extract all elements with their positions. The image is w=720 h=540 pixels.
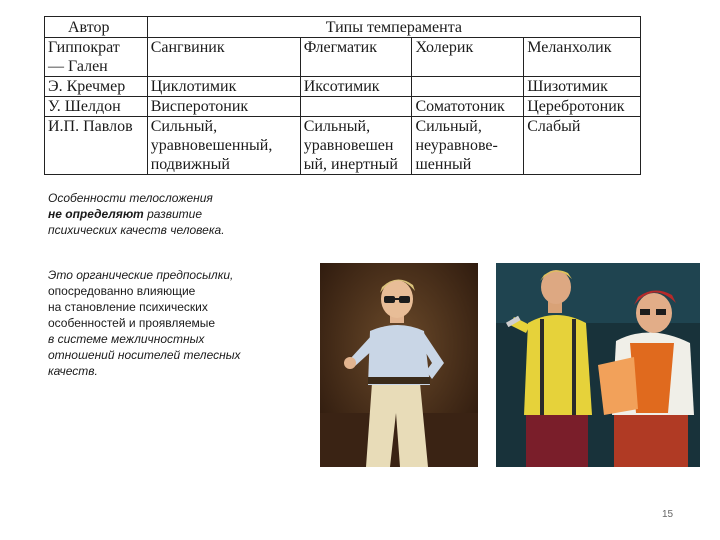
cell-line xyxy=(415,77,520,96)
text2-line: на становление психических xyxy=(48,300,208,314)
table-cell xyxy=(412,97,524,117)
cell-line: Сангвиник xyxy=(150,39,225,56)
table-row xyxy=(45,77,641,97)
text1-emphasis: не определяют xyxy=(48,207,144,221)
table-cell xyxy=(147,117,300,175)
table-cell xyxy=(524,117,641,175)
cell-line: Иксотимик xyxy=(303,78,380,95)
text1-line1: Особенности телосложения xyxy=(48,191,213,205)
table-header-row xyxy=(45,17,641,38)
text2-line: опосредованно влияющие xyxy=(48,284,196,298)
text2-line: в системе межличностных xyxy=(48,332,205,346)
header-types xyxy=(147,17,640,38)
table-cell xyxy=(147,77,300,97)
body-sizes-text xyxy=(48,190,308,238)
table-cell xyxy=(524,38,641,77)
photo-man-in-glasses xyxy=(320,263,478,467)
header-author-label: Автор xyxy=(68,19,110,36)
table-cell-author xyxy=(45,97,148,117)
cell-line: Слабый xyxy=(527,118,581,135)
author-line: И.П. Павлов xyxy=(48,118,133,135)
prerequisites-text xyxy=(48,267,308,379)
cell-line: ый, инертный xyxy=(303,156,398,173)
table-cell xyxy=(147,97,300,117)
table-cell xyxy=(300,97,412,117)
table-cell xyxy=(300,77,412,97)
table-cell xyxy=(524,77,641,97)
cell-line: уравновешен xyxy=(303,137,394,154)
table-cell xyxy=(412,117,524,175)
cell-line: уравновешенный, xyxy=(150,137,273,154)
cell-line: Соматотоник xyxy=(415,98,505,115)
page-number: 15 xyxy=(662,509,674,520)
text1-line2 xyxy=(48,206,308,222)
table-cell-author xyxy=(45,117,148,175)
table-row xyxy=(45,117,641,175)
table-cell-author xyxy=(45,77,148,97)
cell-line: неуравнове- xyxy=(415,137,498,154)
text1-line2-rest: развитие xyxy=(143,207,203,221)
cell-line: Холерик xyxy=(415,39,474,56)
author-line: У. Шелдон xyxy=(48,98,121,115)
text2-line: особенностей и проявляемые xyxy=(48,316,216,330)
cell-line: Сильный, xyxy=(303,118,371,135)
table-row xyxy=(45,97,641,117)
cell-line: Флегматик xyxy=(303,39,378,56)
table-cell xyxy=(147,38,300,77)
cell-line: Сильный, xyxy=(415,118,482,135)
text2-line: Это органические предпосылки, xyxy=(48,268,234,282)
table-cell xyxy=(524,97,641,117)
table-cell xyxy=(412,38,524,77)
table-cell xyxy=(412,77,524,97)
table-row xyxy=(45,38,641,77)
cell-line: Сильный, xyxy=(150,118,218,135)
cell-line: Церебротоник xyxy=(527,98,625,115)
temperament-table xyxy=(44,16,641,175)
cell-line: шенный xyxy=(415,156,472,173)
author-line: Гиппократ xyxy=(48,39,120,56)
author-line: — Гален xyxy=(48,58,108,75)
text1-line3: психических качеств человека. xyxy=(48,223,225,237)
cell-line: Циклотимик xyxy=(150,78,237,95)
header-author xyxy=(45,17,148,38)
header-types-label: Типы темперамента xyxy=(325,19,462,36)
photo-two-performers xyxy=(496,263,700,467)
table-cell xyxy=(300,117,412,175)
cell-line: подвижный xyxy=(150,156,230,173)
table-cell-author xyxy=(45,38,148,77)
cell-line: Шизотимик xyxy=(527,78,608,95)
text2-line: качеств. xyxy=(48,364,98,378)
table-cell xyxy=(300,38,412,77)
cell-line: Висперотоник xyxy=(150,98,249,115)
cell-line xyxy=(304,97,409,116)
author-line: Э. Кречмер xyxy=(48,78,126,95)
cell-line: Меланхолик xyxy=(527,39,612,56)
text2-line: отношений носителей телесных xyxy=(48,348,241,362)
